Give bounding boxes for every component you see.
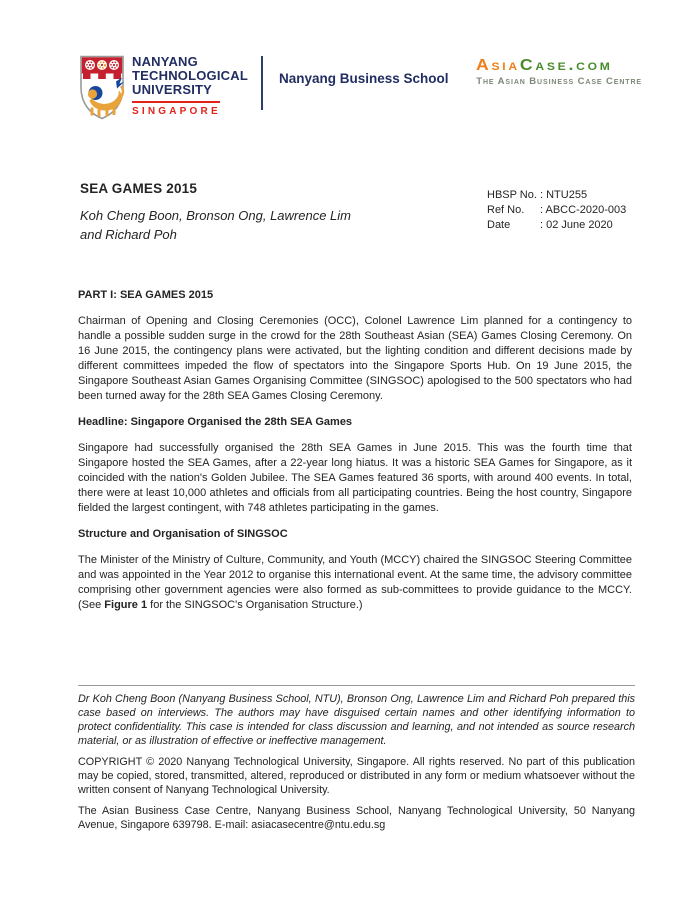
footer-attribution: Dr Koh Cheng Boon (Nanyang Business School, NTU), Bronson Ong, Lawrence Lim and Richard Poh prepared this case based on interviews. The authors may have disguised certain names and other identifying information to protect confidentiality. This case is intended for class discussion and learning, and not intended as source research material, or as illustration of effective or ineffective management. — [78, 693, 635, 747]
meta-label-ref: Ref No. — [487, 204, 525, 216]
ntu-wordmark — [132, 54, 248, 117]
document-footer — [78, 685, 635, 839]
meta-row-date — [487, 218, 626, 233]
meta-value-ref: : ABCC-2020-003 — [540, 204, 627, 216]
asiacase-brand-asia: Asia — [476, 57, 521, 74]
meta-row-ref — [487, 203, 626, 218]
document-body — [78, 288, 632, 624]
footer-address: The Asian Business Case Centre, Nanyang Business School, Nanyang Technological University, 50 Nanyang Avenue, Singapore 639798. E-mail: asiacasecentre@ntu.edu.sg — [78, 805, 635, 831]
asiacase-logo — [476, 58, 642, 87]
crest-rosette-right — [109, 60, 119, 70]
meta-row-hbsp — [487, 188, 626, 203]
ntu-country-label: SINGAPORE — [132, 106, 221, 117]
paragraph-structure-text-end: for the SINGSOC's Organisation Structure.) — [147, 599, 363, 611]
meta-label-date: Date — [487, 219, 511, 231]
section-heading-part1: PART I: SEA GAMES 2015 — [78, 289, 214, 301]
asiacase-tagline: The Asian Business Case Centre — [476, 76, 642, 87]
asiacase-brand — [476, 58, 658, 74]
document-header — [78, 54, 642, 121]
school-name: Nanyang Business School — [278, 71, 449, 86]
authors-line2: and Richard Poh — [80, 227, 177, 242]
crest-rosette-left — [85, 60, 95, 70]
meta-value-hbsp: : NTU255 — [540, 189, 588, 201]
authors-line1: Koh Cheng Boon, Bronson Ong, Lawrence Lim — [80, 208, 352, 223]
crest-rosette-center — [97, 60, 107, 70]
ntu-crest-icon — [78, 54, 126, 121]
paragraph-structure-text: The Minister of the Ministry of Culture, Community, and Youth (MCCY) chaired the SINGSOC Steering Committee and was appointed in the Year 2012 to organise this international event. At the same time, the advisory committee comprising other government agencies were also formed as sub-committees to provide guidance to the MCCY. (See — [78, 554, 632, 611]
paragraph-structure — [78, 553, 632, 613]
section-heading-headline: Headline: Singapore Organised the 28th SEA Games — [78, 416, 353, 428]
title-block — [80, 181, 634, 244]
ntu-red-rule — [132, 101, 220, 103]
paragraph-headline: Singapore had successfully organised the 28th SEA Games in June 2015. This was the fourth time that Singapore hosted the SEA Games, after a 22-year long hiatus. It was a historic SEA Games for Singapore, as it coincided with the nation's Golden Jubilee. The SEA Games featured 36 sports, with around 400 events. In total, there were at least 10,000 athletes and officials from all participating countries. Being the host country, Singapore fielded the largest contingent, with 748 athletes participating in the games. — [78, 442, 632, 514]
meta-value-date: : 02 June 2020 — [540, 219, 613, 231]
paragraph-part1: Chairman of Opening and Closing Ceremonies (OCC), Colonel Lawrence Lim planned for a contingency to handle a possible sudden surge in the crowd for the 28th Southeast Asian (SEA) Games Closing Ceremony. On 16 June 2015, the contingency plans were activated, but the lighting condition and different decisions made by different committees impeded the flow of spectators into the Singapore Sports Hub. On 19 June 2015, the Singapore Southeast Asian Games Organising Committee (SINGSOC) apologised to the 500 spectators who had been turned away for the 28th SEA Games Closing Ceremony. — [78, 315, 632, 402]
asiacase-brand-case: Case.com — [520, 57, 613, 74]
ntu-name-line2: TECHNOLOGICAL — [132, 68, 248, 83]
figure-1-reference: Figure 1 — [104, 599, 148, 611]
section-heading-structure: Structure and Organisation of SINGSOC — [78, 528, 288, 540]
document-meta — [487, 188, 626, 233]
meta-label-hbsp: HBSP No. — [487, 189, 537, 201]
footer-divider-rule — [78, 685, 635, 686]
header-divider — [261, 56, 263, 110]
footer-copyright: COPYRIGHT © 2020 Nanyang Technological University, Singapore. All rights reserved. No part of this publication may be copied, stored, transmitted, altered, reproduced or distributed in any form or medium whatsoever without the written consent of Nanyang Technological University. — [78, 756, 635, 796]
ntu-name-line1: NANYANG — [132, 54, 198, 69]
document-title: SEA GAMES 2015 — [80, 181, 198, 196]
ntu-name-line3: UNIVERSITY — [132, 82, 213, 97]
